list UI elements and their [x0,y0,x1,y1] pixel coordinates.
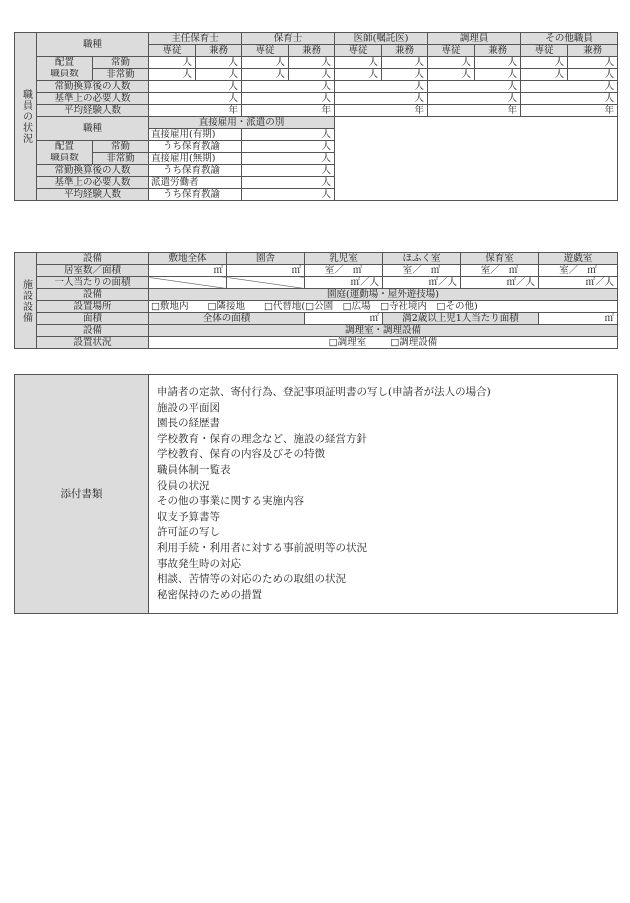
count-field[interactable]: 人 [475,69,521,81]
fte-field[interactable]: 人 [242,81,335,93]
kitchen-room-checkbox[interactable]: □調理室 [328,336,367,348]
employment-row-label: うち保育教諭 [149,165,242,177]
attachment-item: 事故発生時の対応 [157,557,241,570]
employment-field[interactable]: 人 [242,189,335,201]
full-time-header: 専従 [149,45,196,57]
avg-exp-field[interactable]: 年 [149,105,242,117]
role-header: その他職員 [521,33,618,45]
placement-label-2: 配置 [37,141,93,153]
attachments-label: 添付書類 [15,375,149,614]
full-time-header: 専従 [428,45,475,57]
count-field[interactable]: 人 [149,57,196,69]
attachments-list [151,375,615,613]
regular-label: 常勤 [93,57,149,69]
facility-col-header: ほふく室 [383,253,461,265]
count-field[interactable]: 人 [521,57,568,69]
attachment-item: 申請者の定款、寄付行為、登記事項証明書の写し(申請者が法人の場合) [157,386,491,398]
attachment-item: 学校教育、保育の内容及びその特徴 [157,448,325,461]
employment-field[interactable]: 人 [242,129,335,141]
blank-area [335,117,618,201]
attachment-item: 学校教育・保育の理念など、施設の経営方針 [157,432,367,445]
staff-count-label: 職員数 [37,69,93,81]
facility-table [14,252,618,349]
facility-col-header: 敷地全体 [149,253,227,265]
per-person-field[interactable]: ㎡／人 [383,277,461,289]
employment-field[interactable]: 人 [242,153,335,165]
equipment-header: 設備 [37,253,149,265]
equipment-header-2: 設備 [37,289,149,301]
fte-label-2: 常勤換算後の人数 [37,165,149,177]
avg-exp-field[interactable]: 年 [242,105,335,117]
count-field[interactable]: 人 [428,57,475,69]
role-header: 保育士 [242,33,335,45]
attachment-item: 役員の状況 [157,479,210,492]
staff-section-label: 職員の状況 [15,33,37,201]
attachment-item: その他の事業に関する実施内容 [157,495,304,508]
kitchen-header: 調理室・調理設備 [149,325,618,337]
rooms-area-label: 居室数／面積 [37,265,149,277]
attachments-table [14,374,618,614]
equipment-header-3: 設備 [37,325,149,337]
over2-area-label: 満2歳以上児1人当たり面積 [383,313,539,325]
attachment-item: 園長の経歴書 [157,417,220,430]
employment-row-label: 直接雇用(無期) [149,153,242,165]
required-field[interactable]: 人 [521,93,618,105]
full-time-header: 専従 [335,45,382,57]
fte-field[interactable]: 人 [335,81,428,93]
fte-label: 常勤換算後の人数 [37,81,149,93]
facility-col-header: 遊戯室 [539,253,618,265]
placement-label: 配置 [37,57,93,69]
count-field[interactable]: 人 [196,57,242,69]
count-field[interactable]: 人 [521,69,568,81]
employment-type-header: 直接雇用・派遣の別 [149,117,335,129]
location-label: 設置場所 [37,301,149,313]
attachment-item: 職員体制一覧表 [157,463,231,476]
count-field[interactable]: 人 [289,57,335,69]
attachment-item: 収支予算書等 [157,510,220,523]
employment-row-label: うち保育教諭 [149,141,242,153]
part-time-header: 兼務 [196,45,242,57]
count-field[interactable]: 人 [428,69,475,81]
room-area-field[interactable]: 室／ ㎡ [539,265,618,277]
count-field[interactable]: 人 [335,69,382,81]
part-time-header: 兼務 [568,45,618,57]
na-cell [149,277,227,289]
facility-col-header: 保育室 [461,253,539,265]
area-field[interactable]: ㎡ [227,265,305,277]
nonregular-label-2: 非常勤 [93,153,149,165]
job-type-header: 職種 [37,33,149,57]
kitchen-options[interactable] [149,337,618,349]
total-area-field[interactable]: ㎡ [305,313,383,325]
area-field[interactable]: ㎡ [149,265,227,277]
required-label-2: 基準上の必要人数 [37,177,149,189]
room-area-field[interactable]: 室／ ㎡ [305,265,383,277]
part-time-header: 兼務 [475,45,521,57]
fte-field[interactable]: 人 [521,81,618,93]
count-field[interactable]: 人 [335,57,382,69]
required-field[interactable]: 人 [149,93,242,105]
location-options[interactable]: □敷地内 □隣接地 □代替地(□公園 □広場 □寺社境内 □その他) [149,301,618,313]
room-area-field[interactable]: 室／ ㎡ [383,265,461,277]
employment-row-label: 直接雇用(有期) [149,129,242,141]
count-field[interactable]: 人 [382,69,428,81]
required-field[interactable]: 人 [335,93,428,105]
count-field[interactable]: 人 [568,57,618,69]
required-label: 基準上の必要人数 [37,93,149,105]
attachment-item: 相談、苦情等の対応のための取組の状況 [157,573,346,586]
avg-exp-field[interactable]: 年 [521,105,618,117]
area-label: 面積 [37,313,149,325]
full-time-header: 専従 [242,45,289,57]
count-field[interactable]: 人 [196,69,242,81]
count-field[interactable]: 人 [568,69,618,81]
total-area-label: 全体の面積 [149,313,305,325]
job-type-header-2: 職種 [37,117,149,141]
count-field[interactable]: 人 [149,69,196,81]
per-person-field[interactable]: ㎡／人 [305,277,383,289]
facility-col-header: 園舎 [227,253,305,265]
over2-area-field[interactable]: ㎡ [539,313,618,325]
staff-count-label-2: 職員数 [37,153,93,165]
regular-label-2: 常勤 [93,141,149,153]
employment-field[interactable]: 人 [242,165,335,177]
nonregular-label: 非常勤 [93,69,149,81]
employment-row-label: 派遣労働者 [149,177,242,189]
employment-field[interactable]: 人 [242,141,335,153]
required-field[interactable]: 人 [242,93,335,105]
fte-field[interactable]: 人 [428,81,521,93]
employment-row-label: うち保育教諭 [149,189,242,201]
role-header: 主任保育士 [149,33,242,45]
count-field[interactable]: 人 [382,57,428,69]
fte-field[interactable]: 人 [149,81,242,93]
part-time-header: 兼務 [382,45,428,57]
avg-exp-label-2: 平均経験人数 [37,189,149,201]
attachment-item: 利用手続・利用者に対する事前説明等の状況 [157,541,367,554]
avg-exp-field[interactable]: 年 [335,105,428,117]
facility-section-label: 施設設備 [15,253,37,349]
install-status-label: 設置状況 [37,337,149,349]
count-field[interactable]: 人 [475,57,521,69]
per-person-area-label: 一人当たりの面積 [37,277,149,289]
kitchen-equipment-checkbox[interactable]: □調理設備 [390,336,438,348]
attachment-item: 許可証の写し [157,526,220,539]
employment-field[interactable]: 人 [242,177,335,189]
attachment-item: 施設の平面図 [157,401,220,414]
avg-exp-field[interactable]: 年 [428,105,521,117]
avg-exp-label: 平均経験人数 [37,105,149,117]
required-field[interactable]: 人 [428,93,521,105]
per-person-field[interactable]: ㎡／人 [461,277,539,289]
attachment-item: 秘密保持のための措置 [157,588,262,601]
facility-col-header: 乳児室 [305,253,383,265]
per-person-field[interactable]: ㎡／人 [539,277,618,289]
garden-header: 園庭(運動場・屋外遊技場) [149,289,618,301]
attachments-list-cell [149,375,618,614]
part-time-header: 兼務 [289,45,335,57]
role-header: 医師(嘱託医) [335,33,428,45]
staff-table [14,32,618,201]
count-field[interactable]: 人 [242,57,289,69]
room-area-field[interactable]: 室／ ㎡ [461,265,539,277]
na-cell [227,277,305,289]
count-field[interactable]: 人 [289,69,335,81]
count-field[interactable]: 人 [242,69,289,81]
role-header: 調理員 [428,33,521,45]
full-time-header: 専従 [521,45,568,57]
